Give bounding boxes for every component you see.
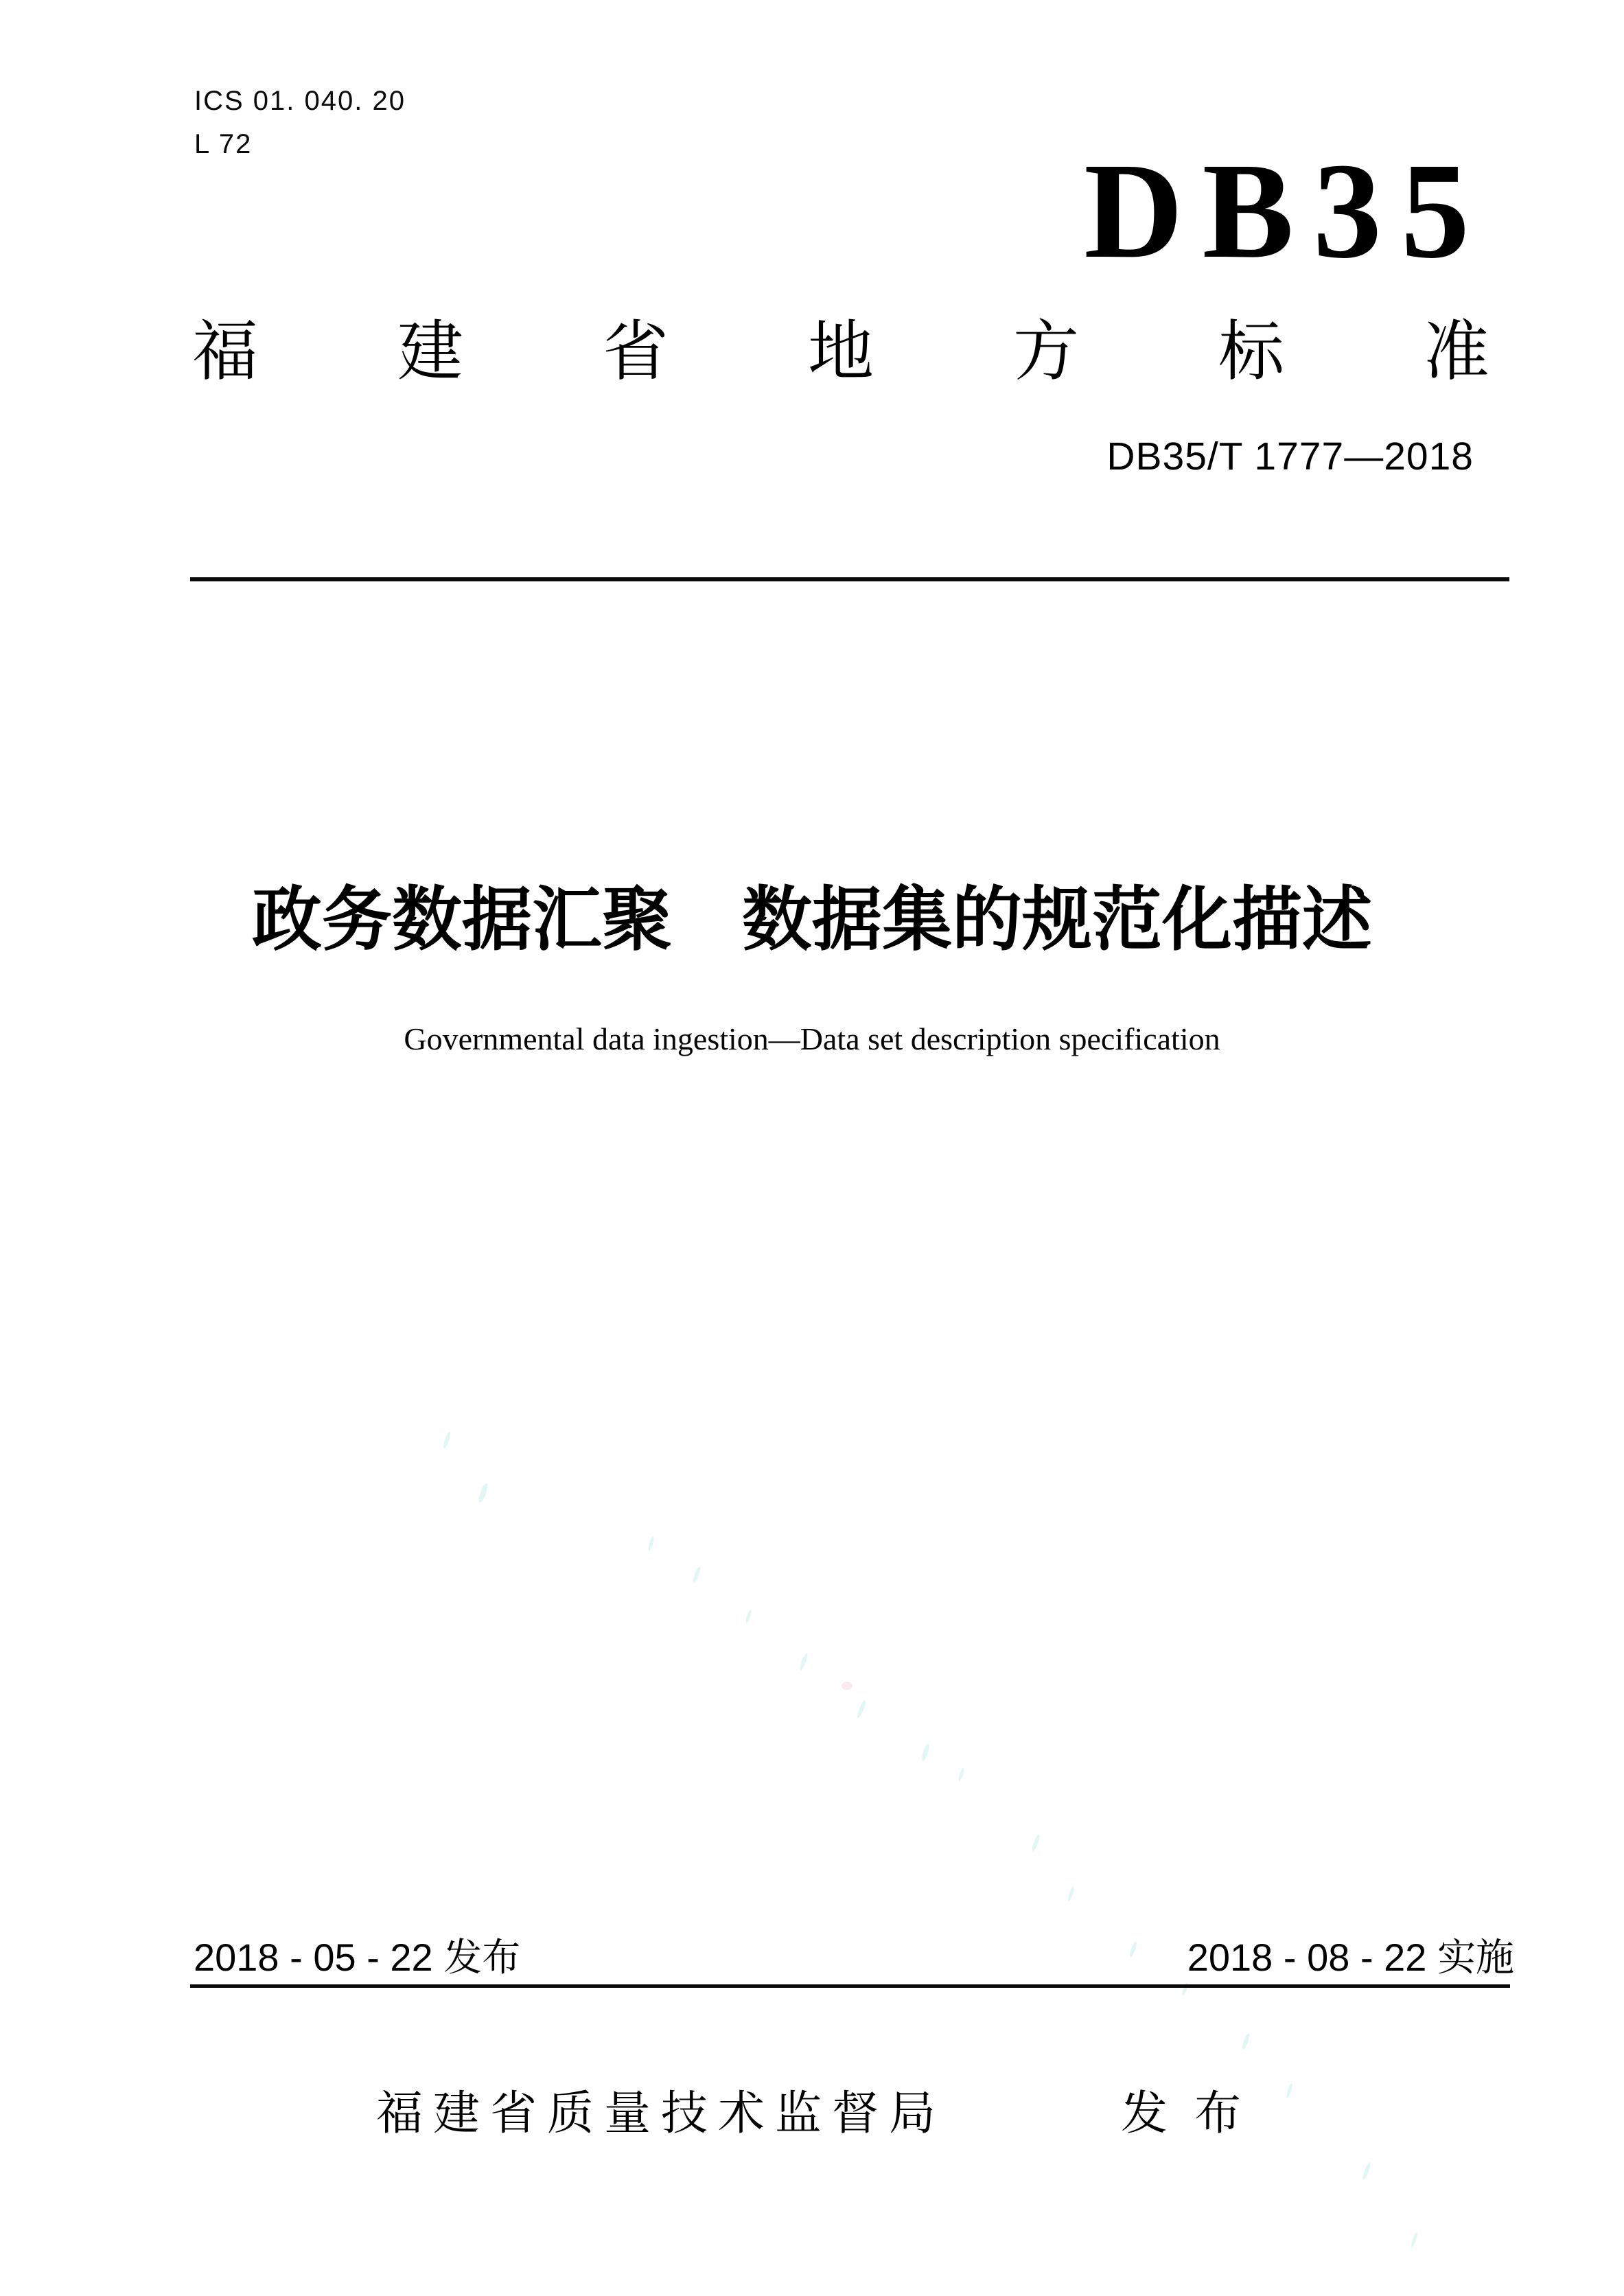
watermark-speck [1241, 2033, 1251, 2050]
watermark-speck [1067, 1886, 1076, 1901]
watermark-speck [745, 1610, 752, 1624]
watermark-speck [477, 1483, 489, 1504]
standard-number: DB35/T 1777—2018 [1106, 434, 1474, 478]
implement-date: 2018 - 08 - 22 实施 [1187, 1936, 1514, 1979]
watermark-speck [842, 1682, 852, 1690]
province-title-char: 标 [1218, 315, 1284, 389]
watermark-speck [1411, 2232, 1419, 2247]
watermark-speck [692, 1566, 702, 1584]
watermark-speck [1128, 1941, 1138, 1958]
province-title-char: 地 [808, 315, 874, 389]
ics-code: ICS 01. 040. 20 [194, 86, 406, 116]
document-title-cn: 政务数据汇聚 数据集的规范化描述 [252, 881, 1372, 959]
watermark-speck [856, 1700, 867, 1719]
issue-date: 2018 - 05 - 22 发布 [194, 1936, 521, 1979]
publisher-row [0, 2088, 1624, 2140]
publisher-name: 福建省质量技术监督局 [376, 2087, 947, 2140]
ics-class-code: L 72 [194, 129, 253, 159]
document-title-en: Governmental data ingestion—Data set description specification [404, 1021, 1220, 1056]
watermark-speck [920, 1743, 931, 1762]
watermark-speck [647, 1536, 655, 1552]
watermark-speck [1362, 2162, 1372, 2180]
province-title-char: 福 [192, 315, 258, 389]
province-title-char: 建 [397, 315, 463, 389]
watermark-speck [958, 1767, 965, 1782]
province-standard-title [192, 316, 1489, 389]
province-title-char: 方 [1013, 315, 1079, 389]
publish-label: 发 布 [1121, 2087, 1248, 2140]
top-rule [190, 577, 1509, 581]
ics-block [194, 80, 406, 166]
watermark-speck [1031, 1834, 1041, 1852]
watermark-speck [799, 1653, 809, 1671]
province-title-char: 省 [603, 315, 669, 389]
db35-logo: DB35 [1084, 135, 1489, 287]
province-title-char: 准 [1424, 315, 1489, 389]
watermark-speck [442, 1431, 452, 1450]
bottom-rule [190, 1984, 1510, 1988]
